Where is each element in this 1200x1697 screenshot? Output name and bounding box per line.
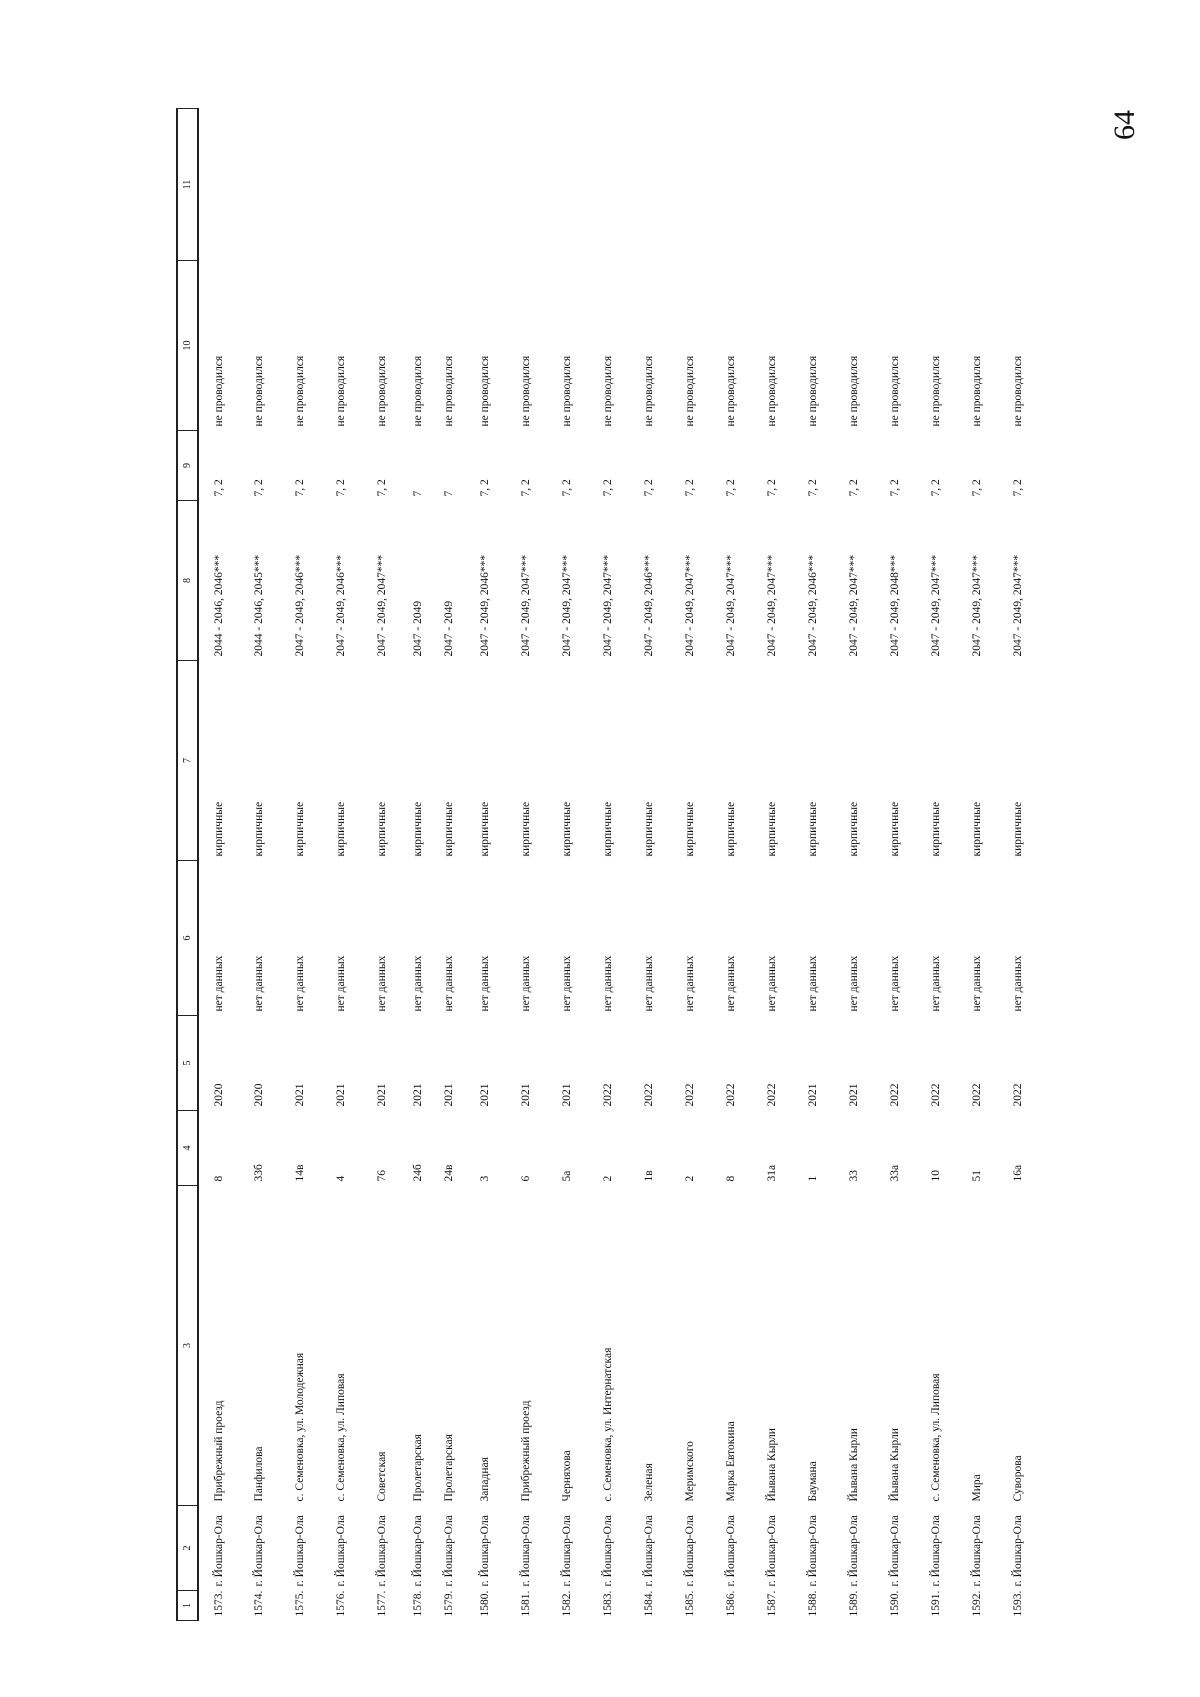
- column-header: 1: [177, 1591, 198, 1621]
- house-number-cell: 2: [602, 1175, 614, 1182]
- data-cell: нет данных: [212, 955, 225, 1012]
- extra-cell: [506, 109, 547, 261]
- row-number: 1577.: [376, 1590, 388, 1617]
- house-number-cell: 33: [848, 1170, 860, 1182]
- house-number-cell: 6: [520, 1175, 532, 1182]
- extra-cell: [998, 109, 1039, 261]
- data-cell: нет данных: [643, 955, 655, 1012]
- column-header: 2: [177, 1506, 198, 1591]
- data-cell: нет данных: [335, 955, 347, 1012]
- table-row: [465, 109, 506, 1621]
- row-number: 1579.: [443, 1590, 455, 1617]
- settlement-cell: г. Йошкар-Ола: [766, 1515, 778, 1587]
- house-number-cell: 33б: [253, 1164, 265, 1182]
- data-cell: нет данных: [848, 955, 860, 1012]
- street-cell: Прибрежный проезд: [520, 1400, 532, 1502]
- wall-material-cell: кирпичные: [889, 801, 901, 857]
- row-number: 1574.: [253, 1590, 265, 1617]
- settlement-cell: г. Йошкар-Ола: [602, 1515, 614, 1587]
- repair-period-cell: 2047 - 2049, 2047***: [376, 554, 388, 657]
- settlement-cell: г. Йошкар-Ола: [971, 1515, 983, 1587]
- work-code-cell: 7, 2: [848, 479, 860, 497]
- survey-status-cell: не проводился: [443, 355, 455, 427]
- year-cell: 2020: [253, 1083, 265, 1107]
- column-header: 3: [177, 1186, 198, 1506]
- row-number: 1586.: [725, 1590, 737, 1617]
- row-number: 1592.: [971, 1590, 983, 1617]
- year-cell: 2022: [643, 1083, 655, 1107]
- repair-period-cell: 2047 - 2049, 2046***: [479, 554, 491, 657]
- settlement-cell: г. Йошкар-Ола: [443, 1515, 455, 1587]
- settlement-cell: г. Йошкар-Ола: [848, 1515, 860, 1587]
- row-number: 1589.: [848, 1590, 860, 1617]
- data-cell: нет данных: [602, 955, 614, 1012]
- house-number-cell: 1: [807, 1175, 819, 1182]
- street-cell: Меримского: [684, 1441, 696, 1502]
- survey-status-cell: не проводился: [412, 355, 424, 427]
- repair-period-cell: 2047 - 2049, 2046***: [807, 554, 819, 657]
- settlement-cell: г. Йошкар-Ола: [294, 1515, 306, 1587]
- data-cell: нет данных: [807, 955, 819, 1012]
- table-row: [321, 109, 362, 1621]
- repair-period-cell: 2047 - 2049, 2047***: [561, 554, 573, 657]
- house-number-cell: 1в: [643, 1170, 655, 1182]
- extra-cell: [752, 109, 793, 261]
- table-row: [793, 109, 834, 1621]
- data-cell: нет данных: [561, 955, 573, 1012]
- year-cell: 2021: [335, 1083, 347, 1107]
- repair-period-cell: 2047 - 2049, 2047***: [602, 554, 614, 657]
- table-row: [916, 109, 957, 1621]
- extra-cell: [834, 109, 875, 261]
- street-cell: Йывана Кырли: [766, 1428, 778, 1502]
- work-code-cell: 7, 2: [335, 479, 347, 497]
- repair-period-cell: 2047 - 2049, 2048***: [889, 554, 901, 657]
- year-cell: 2022: [971, 1083, 983, 1107]
- repair-period-cell: 2047 - 2049, 2047***: [725, 554, 737, 657]
- table-row: [547, 109, 588, 1621]
- house-number-cell: 51: [971, 1170, 983, 1182]
- repair-period-cell: 2047 - 2049, 2046***: [335, 554, 347, 657]
- data-cell: нет данных: [443, 955, 455, 1012]
- survey-status-cell: не проводился: [1012, 355, 1024, 427]
- settlement-cell: г. Йошкар-Ола: [212, 1515, 225, 1587]
- work-code-cell: 7, 2: [930, 479, 942, 497]
- survey-status-cell: не проводился: [561, 355, 573, 427]
- wall-material-cell: кирпичные: [930, 801, 942, 857]
- extra-cell: [198, 109, 239, 261]
- wall-material-cell: кирпичные: [253, 801, 265, 857]
- data-cell: нет данных: [1012, 955, 1024, 1012]
- repair-period-cell: 2047 - 2049, 2047***: [971, 554, 983, 657]
- work-code-cell: 7, 2: [602, 479, 614, 497]
- extra-cell: [588, 109, 629, 261]
- repair-period-cell: 2047 - 2049, 2047***: [1012, 554, 1024, 657]
- house-number-cell: 24в: [443, 1164, 455, 1182]
- house-number-cell: 33а: [889, 1164, 901, 1182]
- extra-cell: [239, 109, 280, 261]
- table-row: [998, 109, 1039, 1621]
- wall-material-cell: кирпичные: [335, 801, 347, 857]
- row-number: 1587.: [766, 1590, 778, 1617]
- survey-status-cell: не проводился: [684, 355, 696, 427]
- repair-period-cell: 2047 - 2049, 2047***: [848, 554, 860, 657]
- register-table: [176, 108, 1039, 1621]
- street-cell: с. Семеновка, ул. Интернатская: [602, 1347, 614, 1502]
- row-number: 1590.: [889, 1590, 901, 1617]
- column-header: 6: [177, 861, 198, 1016]
- street-cell: Зеленая: [643, 1463, 655, 1502]
- house-number-cell: 31а: [766, 1164, 778, 1182]
- repair-period-cell: 2047 - 2049, 2047***: [930, 554, 942, 657]
- extra-cell: [362, 109, 403, 261]
- wall-material-cell: кирпичные: [479, 801, 491, 857]
- work-code-cell: 7, 2: [889, 479, 901, 497]
- work-code-cell: 7, 2: [212, 479, 225, 497]
- data-cell: нет данных: [520, 955, 532, 1012]
- year-cell: 2021: [479, 1083, 491, 1107]
- survey-status-cell: не проводился: [643, 355, 655, 427]
- street-cell: Мира: [971, 1474, 983, 1502]
- settlement-cell: г. Йошкар-Ола: [930, 1515, 942, 1587]
- survey-status-cell: не проводился: [294, 355, 306, 427]
- wall-material-cell: кирпичные: [971, 801, 983, 857]
- table-row: [670, 109, 711, 1621]
- table-row: [362, 109, 403, 1621]
- extra-cell: [629, 109, 670, 261]
- data-cell: нет данных: [376, 955, 388, 1012]
- year-cell: 2022: [766, 1083, 778, 1107]
- work-code-cell: 7, 2: [807, 479, 819, 497]
- work-code-cell: 7, 2: [294, 479, 306, 497]
- row-number: 1573.: [212, 1590, 225, 1617]
- wall-material-cell: кирпичные: [443, 801, 455, 857]
- extra-cell: [434, 109, 465, 261]
- repair-period-cell: 2044 - 2046, 2046***: [212, 554, 225, 657]
- extra-cell: [875, 109, 916, 261]
- work-code-cell: 7, 2: [376, 479, 388, 497]
- street-cell: Западная: [479, 1457, 491, 1502]
- street-cell: с. Семеновка, ул. Молодежная: [294, 1352, 306, 1502]
- wall-material-cell: кирпичные: [725, 801, 737, 857]
- wall-material-cell: кирпичные: [212, 801, 225, 857]
- work-code-cell: 7, 2: [684, 479, 696, 497]
- wall-material-cell: кирпичные: [643, 801, 655, 857]
- table-row: [280, 109, 321, 1621]
- table-row: [875, 109, 916, 1621]
- extra-cell: [711, 109, 752, 261]
- work-code-cell: 7, 2: [971, 479, 983, 497]
- settlement-cell: г. Йошкар-Ола: [643, 1515, 655, 1587]
- data-cell: нет данных: [971, 955, 983, 1012]
- table-row: [198, 109, 239, 1621]
- repair-period-cell: 2047 - 2049: [412, 600, 424, 657]
- wall-material-cell: кирпичные: [602, 801, 614, 857]
- extra-cell: [793, 109, 834, 261]
- table-row: [752, 109, 793, 1621]
- survey-status-cell: не проводился: [807, 355, 819, 427]
- extra-cell: [280, 109, 321, 261]
- row-number: 1582.: [561, 1590, 573, 1617]
- extra-cell: [321, 109, 362, 261]
- settlement-cell: г. Йошкар-Ола: [412, 1515, 424, 1587]
- extra-cell: [465, 109, 506, 261]
- wall-material-cell: кирпичные: [766, 801, 778, 857]
- extra-cell: [957, 109, 998, 261]
- row-number: 1576.: [335, 1590, 347, 1617]
- data-cell: нет данных: [412, 955, 424, 1012]
- repair-period-cell: 2047 - 2049: [443, 600, 455, 657]
- street-cell: с. Семеновка, ул. Липовая: [930, 1373, 942, 1502]
- work-code-cell: 7, 2: [479, 479, 491, 497]
- table-row: [629, 109, 670, 1621]
- rotated-table-sheet: [176, 109, 1200, 1621]
- column-header: 7: [177, 661, 198, 861]
- street-cell: Прибрежный проезд: [212, 1400, 225, 1502]
- table-row: [834, 109, 875, 1621]
- row-number: 1585.: [684, 1590, 696, 1617]
- survey-status-cell: не проводился: [253, 355, 265, 427]
- extra-cell: [916, 109, 957, 261]
- wall-material-cell: кирпичные: [1012, 801, 1024, 857]
- row-number: 1593.: [1012, 1590, 1024, 1617]
- repair-period-cell: 2047 - 2049, 2047***: [766, 554, 778, 657]
- settlement-cell: г. Йошкар-Ола: [479, 1515, 491, 1587]
- street-cell: Марка Евтокина: [725, 1421, 737, 1502]
- row-number: 1581.: [520, 1590, 532, 1617]
- house-number-cell: 10: [930, 1170, 942, 1182]
- year-cell: 2022: [725, 1083, 737, 1107]
- repair-period-cell: 2047 - 2049, 2046***: [643, 554, 655, 657]
- survey-status-cell: не проводился: [930, 355, 942, 427]
- street-cell: Панфилова: [253, 1446, 265, 1502]
- settlement-cell: г. Йошкар-Ола: [1012, 1515, 1024, 1587]
- row-number: 1575.: [294, 1590, 306, 1617]
- street-cell: Пролетарская: [443, 1434, 455, 1502]
- column-header: 8: [177, 501, 198, 661]
- settlement-cell: г. Йошкар-Ола: [684, 1515, 696, 1587]
- repair-period-cell: 2047 - 2049, 2047***: [520, 554, 532, 657]
- settlement-cell: г. Йошкар-Ола: [561, 1515, 573, 1587]
- year-cell: 2021: [807, 1083, 819, 1107]
- settlement-cell: г. Йошкар-Ола: [889, 1515, 901, 1587]
- house-number-cell: 2: [684, 1175, 696, 1182]
- column-header: 11: [177, 109, 198, 261]
- work-code-cell: 7, 2: [1012, 479, 1024, 497]
- row-number: 1588.: [807, 1590, 819, 1617]
- house-number-cell: 3: [479, 1175, 491, 1182]
- street-cell: Черняхова: [561, 1450, 573, 1502]
- house-number-cell: 4: [335, 1175, 347, 1182]
- row-number: 1584.: [643, 1590, 655, 1617]
- house-number-cell: 8: [725, 1175, 737, 1182]
- survey-status-cell: не проводился: [520, 355, 532, 427]
- row-number: 1583.: [602, 1590, 614, 1617]
- table-row: [506, 109, 547, 1621]
- year-cell: 2021: [520, 1083, 532, 1107]
- column-number-header-row: [177, 109, 198, 1621]
- table-row: [239, 109, 280, 1621]
- year-cell: 2022: [602, 1083, 614, 1107]
- settlement-cell: г. Йошкар-Ола: [253, 1515, 265, 1587]
- street-cell: Баумана: [807, 1461, 819, 1502]
- column-header: 10: [177, 261, 198, 431]
- survey-status-cell: не проводился: [335, 355, 347, 427]
- table-row: [403, 109, 434, 1621]
- year-cell: 2021: [412, 1083, 424, 1107]
- house-number-cell: 8: [212, 1175, 225, 1182]
- work-code-cell: 7, 2: [725, 479, 737, 497]
- data-cell: нет данных: [725, 955, 737, 1012]
- house-number-cell: 16а: [1012, 1164, 1024, 1182]
- survey-status-cell: не проводился: [602, 355, 614, 427]
- year-cell: 2022: [1012, 1083, 1024, 1107]
- survey-status-cell: не проводился: [971, 355, 983, 427]
- extra-cell: [403, 109, 434, 261]
- street-cell: Пролетарская: [412, 1434, 424, 1502]
- survey-status-cell: не проводился: [848, 355, 860, 427]
- wall-material-cell: кирпичные: [561, 801, 573, 857]
- page-number-text: 64: [1108, 110, 1141, 140]
- row-number: 1580.: [479, 1590, 491, 1617]
- wall-material-cell: кирпичные: [376, 801, 388, 857]
- data-cell: нет данных: [479, 955, 491, 1012]
- year-cell: 2021: [561, 1083, 573, 1107]
- wall-material-cell: кирпичные: [848, 801, 860, 857]
- street-cell: Суворова: [1012, 1455, 1024, 1502]
- data-cell: нет данных: [766, 955, 778, 1012]
- extra-cell: [670, 109, 711, 261]
- survey-status-cell: не проводился: [212, 355, 225, 427]
- wall-material-cell: кирпичные: [684, 801, 696, 857]
- year-cell: 2022: [684, 1083, 696, 1107]
- data-cell: нет данных: [294, 955, 306, 1012]
- street-cell: Йывана Кырли: [889, 1428, 901, 1502]
- data-cell: нет данных: [889, 955, 901, 1012]
- work-code-cell: 7, 2: [766, 479, 778, 497]
- work-code-cell: 7, 2: [643, 479, 655, 497]
- survey-status-cell: не проводился: [889, 355, 901, 427]
- wall-material-cell: кирпичные: [412, 801, 424, 857]
- data-cell: нет данных: [253, 955, 265, 1012]
- house-number-cell: 24б: [412, 1164, 424, 1182]
- street-cell: с. Семеновка, ул. Липовая: [335, 1373, 347, 1502]
- survey-status-cell: не проводился: [376, 355, 388, 427]
- year-cell: 2020: [212, 1083, 225, 1107]
- repair-period-cell: 2047 - 2049, 2047***: [684, 554, 696, 657]
- survey-status-cell: не проводился: [479, 355, 491, 427]
- year-cell: 2022: [889, 1083, 901, 1107]
- table-row: [588, 109, 629, 1621]
- settlement-cell: г. Йошкар-Ола: [376, 1515, 388, 1587]
- row-number: 1591.: [930, 1590, 942, 1617]
- year-cell: 2021: [848, 1083, 860, 1107]
- house-number-cell: 14в: [294, 1164, 306, 1182]
- year-cell: 2021: [443, 1083, 455, 1107]
- work-code-cell: 7: [412, 490, 424, 497]
- column-header: 4: [177, 1111, 198, 1186]
- year-cell: 2022: [930, 1083, 942, 1107]
- work-code-cell: 7, 2: [561, 479, 573, 497]
- table-row: [711, 109, 752, 1621]
- extra-cell: [547, 109, 588, 261]
- data-cell: нет данных: [684, 955, 696, 1012]
- survey-status-cell: не проводился: [725, 355, 737, 427]
- table-row: [957, 109, 998, 1621]
- settlement-cell: г. Йошкар-Ола: [520, 1515, 532, 1587]
- work-code-cell: 7, 2: [520, 479, 532, 497]
- settlement-cell: г. Йошкар-Ола: [725, 1515, 737, 1587]
- repair-period-cell: 2044 - 2046, 2045***: [253, 554, 265, 657]
- work-code-cell: 7: [443, 490, 455, 497]
- house-number-cell: 76: [376, 1170, 388, 1182]
- data-cell: нет данных: [930, 955, 942, 1012]
- wall-material-cell: кирпичные: [294, 801, 306, 857]
- year-cell: 2021: [376, 1083, 388, 1107]
- work-code-cell: 7, 2: [253, 479, 265, 497]
- column-header: 5: [177, 1016, 198, 1111]
- wall-material-cell: кирпичные: [807, 801, 819, 857]
- settlement-cell: г. Йошкар-Ола: [807, 1515, 819, 1587]
- survey-status-cell: не проводился: [766, 355, 778, 427]
- column-header: 9: [177, 431, 198, 501]
- house-number-cell: 5а: [561, 1170, 573, 1182]
- year-cell: 2021: [294, 1083, 306, 1107]
- settlement-cell: г. Йошкар-Ола: [335, 1515, 347, 1587]
- table-body: [198, 109, 1039, 1621]
- table-row: [434, 109, 465, 1621]
- repair-period-cell: 2047 - 2049, 2046***: [294, 554, 306, 657]
- wall-material-cell: кирпичные: [520, 801, 532, 857]
- row-number: 1578.: [412, 1590, 424, 1617]
- street-cell: Советская: [376, 1451, 388, 1502]
- street-cell: Йывана Кырли: [848, 1428, 860, 1502]
